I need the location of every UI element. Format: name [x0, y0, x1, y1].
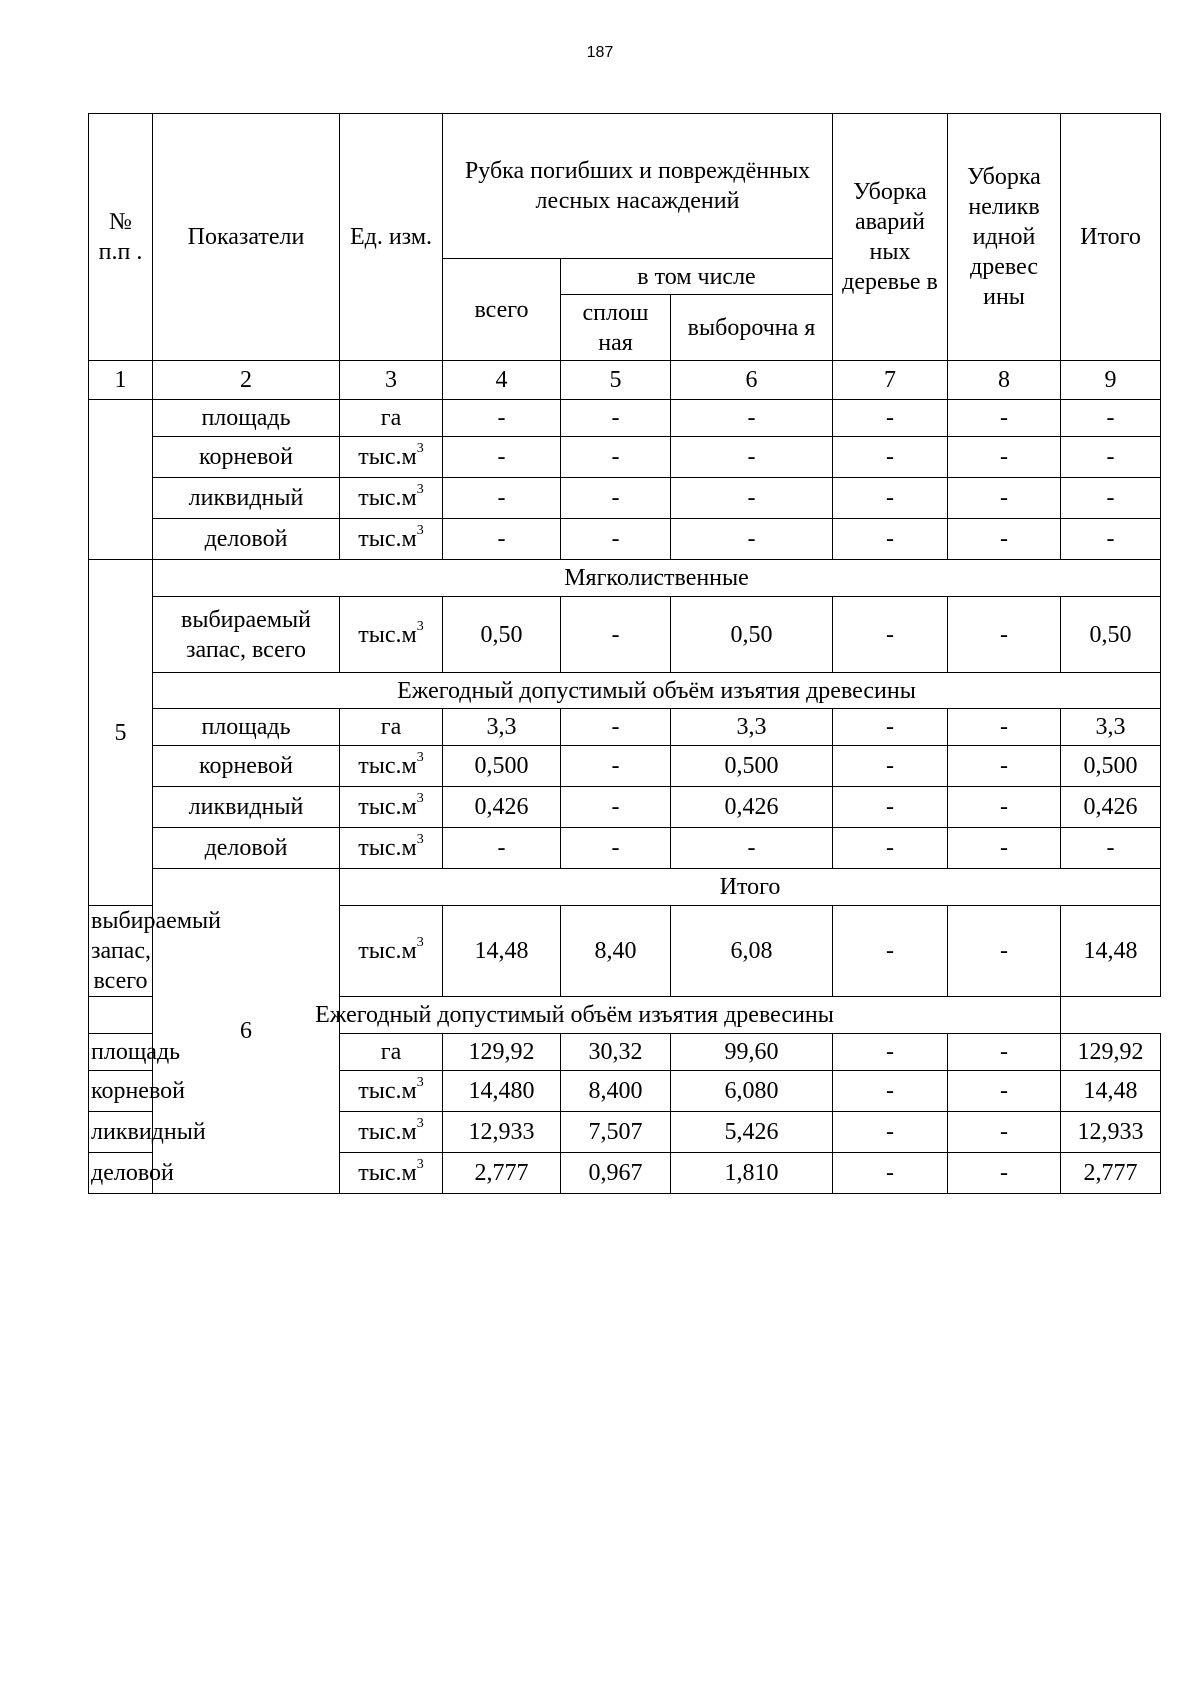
cell-value: 8,40: [561, 906, 671, 997]
row-label: деловой: [153, 828, 340, 869]
cell-value: -: [671, 519, 833, 560]
cell-value: -: [443, 400, 561, 437]
cell-value: -: [671, 478, 833, 519]
cell-value: -: [948, 828, 1061, 869]
cell-value: 6,080: [671, 1071, 833, 1112]
column-number: 7: [833, 361, 948, 400]
row-unit: [340, 1112, 443, 1153]
cell-value: -: [948, 597, 1061, 673]
cell-value: 12,933: [443, 1112, 561, 1153]
table-row: [89, 787, 1161, 828]
row-unit: [340, 597, 443, 673]
cell-value: 14,48: [1061, 1071, 1161, 1112]
cell-value: -: [443, 828, 561, 869]
cell-value: 99,60: [671, 1034, 833, 1071]
cell-value: -: [948, 709, 1061, 746]
cell-value: -: [833, 709, 948, 746]
row-label: ликвидный: [153, 478, 340, 519]
cell-value: -: [561, 478, 671, 519]
table-row: [89, 437, 1161, 478]
cell-value: 0,426: [671, 787, 833, 828]
unit-text: тыс.м: [358, 794, 417, 820]
cell-value: -: [948, 1153, 1061, 1194]
column-number: 6: [671, 361, 833, 400]
row-unit: [340, 906, 443, 997]
unit-text: тыс.м: [358, 444, 417, 470]
cell-value: -: [948, 1034, 1061, 1071]
row-label: деловой: [89, 1153, 153, 1194]
cell-value: 0,426: [1061, 787, 1161, 828]
cell-value: 14,48: [443, 906, 561, 997]
row-unit: [340, 1071, 443, 1112]
unit-superscript: 3: [416, 935, 424, 950]
column-number: 9: [1061, 361, 1161, 400]
cell-value: -: [948, 906, 1061, 997]
cell-value: -: [561, 400, 671, 437]
cell-value: 2,777: [443, 1153, 561, 1194]
unit-text: тыс.м: [358, 526, 417, 552]
section-title-row: [89, 560, 1161, 597]
cell-value: 129,92: [1061, 1034, 1161, 1071]
row-unit: га: [340, 709, 443, 746]
unit-text: тыс.м: [358, 753, 417, 779]
section-title-row: [89, 673, 1161, 709]
cell-value: -: [833, 519, 948, 560]
row-label: площадь: [153, 709, 340, 746]
cell-value: -: [1061, 519, 1161, 560]
row-label: площадь: [89, 1034, 153, 1071]
row-unit: [340, 478, 443, 519]
unit-superscript: 3: [416, 832, 424, 847]
cell-value: -: [833, 1034, 948, 1071]
row-label: площадь: [153, 400, 340, 437]
header-selective: выборочна я: [671, 295, 833, 361]
table-row: [89, 597, 1161, 673]
cell-value: 6,08: [671, 906, 833, 997]
column-number: 4: [443, 361, 561, 400]
cell-value: 0,500: [443, 746, 561, 787]
cell-value: -: [948, 787, 1061, 828]
cell-value: 1,810: [671, 1153, 833, 1194]
unit-superscript: 3: [416, 1157, 424, 1172]
table-row: [89, 519, 1161, 560]
cell-value: 3,3: [443, 709, 561, 746]
cell-value: -: [833, 1112, 948, 1153]
column-number: 1: [89, 361, 153, 400]
section-title: Итого: [340, 869, 1161, 906]
table-row: [89, 828, 1161, 869]
page-number: 187: [586, 44, 614, 61]
column-number: 3: [340, 361, 443, 400]
table-row: [89, 709, 1161, 746]
cell-value: -: [833, 400, 948, 437]
cell-value: -: [833, 746, 948, 787]
header-felling: Рубка погибших и повреждённых лесных насаждений: [443, 114, 833, 259]
unit-superscript: 3: [416, 1116, 424, 1131]
column-number: 8: [948, 361, 1061, 400]
column-numbers-row: [89, 361, 1161, 400]
unit-superscript: 3: [416, 618, 424, 634]
cell-value: 14,480: [443, 1071, 561, 1112]
cell-value: -: [1061, 478, 1161, 519]
unit-text: тыс.м: [358, 1119, 417, 1145]
cell-value: 0,50: [671, 597, 833, 673]
header-units: Ед. изм.: [340, 114, 443, 361]
unit-text: тыс.м: [358, 1160, 417, 1186]
cell-value: -: [948, 478, 1061, 519]
row-label: ликвидный: [153, 787, 340, 828]
row-unit: [340, 787, 443, 828]
cell-value: 3,3: [671, 709, 833, 746]
cell-value: -: [561, 437, 671, 478]
cell-value: -: [833, 1153, 948, 1194]
cell-value: -: [443, 519, 561, 560]
unit-superscript: 3: [416, 441, 424, 456]
section-title: Ежегодный допустимый объём изъятия древесины: [153, 673, 1161, 709]
header-total-felling: всего: [443, 259, 561, 361]
cell-value: -: [1061, 437, 1161, 478]
row-label: корневой: [89, 1071, 153, 1112]
cell-value: 5,426: [671, 1112, 833, 1153]
cell-value: -: [833, 828, 948, 869]
cell-value: -: [948, 746, 1061, 787]
row-label: корневой: [153, 746, 340, 787]
unit-superscript: 3: [416, 750, 424, 765]
cell-value: -: [561, 746, 671, 787]
section-title: Мягколиственные: [153, 560, 1161, 597]
cell-value: -: [833, 478, 948, 519]
cell-value: -: [561, 787, 671, 828]
unit-superscript: 3: [416, 523, 424, 538]
felling-table: [88, 113, 1161, 1194]
unit-superscript: 3: [416, 1075, 424, 1090]
header-num: № п.п .: [89, 114, 153, 361]
cell-value: -: [1061, 400, 1161, 437]
cell-value: 12,933: [1061, 1112, 1161, 1153]
cell-value: -: [561, 597, 671, 673]
row-number: 6: [153, 869, 340, 1194]
row-label: выбираемый запас, всего: [153, 597, 340, 673]
cell-value: -: [948, 437, 1061, 478]
unit-text: тыс.м: [358, 621, 417, 648]
cell-value: 0,50: [443, 597, 561, 673]
cell-value: 0,500: [1061, 746, 1161, 787]
column-number: 5: [561, 361, 671, 400]
cell-value: -: [443, 478, 561, 519]
cell-value: 0,426: [443, 787, 561, 828]
header-itogo: Итого: [1061, 114, 1161, 361]
cell-value: -: [833, 597, 948, 673]
header-indicators: Показатели: [153, 114, 340, 361]
cell-value: -: [948, 1112, 1061, 1153]
cell-value: 0,500: [671, 746, 833, 787]
cell-value: -: [833, 906, 948, 997]
table-row: [89, 746, 1161, 787]
unit-text: тыс.м: [358, 485, 417, 511]
row-unit: га: [340, 1034, 443, 1071]
cell-value: -: [833, 1071, 948, 1112]
unit-text: тыс.м: [358, 1078, 417, 1104]
cell-value: 129,92: [443, 1034, 561, 1071]
row-number: 5: [89, 560, 153, 906]
section-title: Ежегодный допустимый объём изъятия древесины: [89, 997, 1061, 1034]
cell-value: -: [833, 437, 948, 478]
row-label: ликвидный: [89, 1112, 153, 1153]
header-clear: сплош ная: [561, 295, 671, 361]
unit-text: тыс.м: [358, 835, 417, 861]
cell-value: 0,967: [561, 1153, 671, 1194]
column-number: 2: [153, 361, 340, 400]
row-label: выбираемый запас, всего: [89, 906, 153, 997]
cell-value: -: [671, 400, 833, 437]
cell-value: 8,400: [561, 1071, 671, 1112]
cell-value: 30,32: [561, 1034, 671, 1071]
header-illiquid: Уборка неликв идной древес ины: [948, 114, 1061, 361]
cell-value: 7,507: [561, 1112, 671, 1153]
row-unit: [340, 519, 443, 560]
table-row: [89, 400, 1161, 437]
cell-value: -: [671, 437, 833, 478]
cell-value: 0,50: [1061, 597, 1161, 673]
row-label: корневой: [153, 437, 340, 478]
cell-value: -: [671, 828, 833, 869]
cell-value: -: [561, 828, 671, 869]
cell-value: 2,777: [1061, 1153, 1161, 1194]
header-including: в том числе: [561, 259, 833, 295]
cell-value: 14,48: [1061, 906, 1161, 997]
cell-value: -: [443, 437, 561, 478]
row-unit: [340, 437, 443, 478]
cell-value: -: [948, 400, 1061, 437]
unit-text: тыс.м: [358, 938, 417, 964]
unit-superscript: 3: [416, 482, 424, 497]
row-unit: [340, 746, 443, 787]
cell-value: -: [948, 519, 1061, 560]
cell-value: -: [561, 519, 671, 560]
row-unit: га: [340, 400, 443, 437]
row-unit: [340, 1153, 443, 1194]
section-title-row: [89, 869, 1161, 906]
cell-value: -: [561, 709, 671, 746]
row-number-empty: [89, 400, 153, 560]
table-body: [89, 114, 1161, 1194]
header-emergency: Уборка аварий ных деревье в: [833, 114, 948, 361]
cell-value: -: [1061, 828, 1161, 869]
cell-value: 3,3: [1061, 709, 1161, 746]
unit-superscript: 3: [416, 791, 424, 806]
cell-value: -: [833, 787, 948, 828]
table-row: [89, 478, 1161, 519]
row-unit: [340, 828, 443, 869]
cell-value: -: [948, 1071, 1061, 1112]
row-label: деловой: [153, 519, 340, 560]
